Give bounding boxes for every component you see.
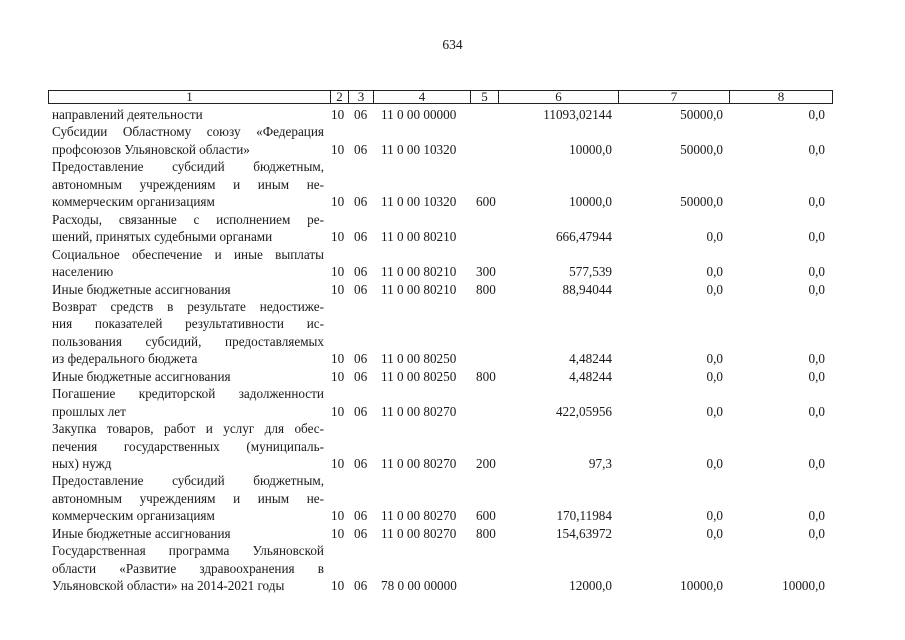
row-col-6: 422,05956 [555, 403, 612, 419]
row-col-8: 0,0 [808, 107, 825, 122]
row-col-6: 577,539 [569, 264, 612, 280]
header-col-7: 7 [619, 91, 730, 103]
row-col-6: 170,11984 [556, 508, 612, 524]
row-col-8: 0,0 [808, 403, 825, 419]
row-col-8: 0,0 [808, 264, 825, 280]
row-description: печения государственных (муниципаль- [52, 438, 324, 454]
row-expense-type: 200 [476, 456, 496, 471]
table-row [0, 228, 905, 245]
row-col-7: 0,0 [706, 525, 723, 541]
row-target-code: 11 0 00 10320 [381, 194, 457, 210]
row-expense-type: 800 [476, 525, 496, 541]
table-row [0, 403, 905, 420]
row-expense-type: 800 [476, 368, 496, 384]
row-col-7: 10000,0 [680, 578, 723, 594]
table-row [0, 577, 905, 594]
table-row [0, 333, 905, 350]
row-target-code: 11 0 00 80270 [381, 403, 457, 419]
row-subsection: 06 [354, 264, 368, 280]
header-col-6: 6 [499, 91, 619, 103]
row-description: ния показателей результативности ис- [52, 316, 324, 332]
table-row [0, 315, 905, 332]
page-number: 634 [442, 37, 463, 52]
row-description: ных) нужд [52, 456, 112, 471]
row-col-7: 0,0 [706, 281, 723, 297]
row-col-8: 0,0 [808, 141, 825, 157]
row-target-code: 11 0 00 80210 [381, 264, 457, 280]
table-row [0, 385, 905, 402]
row-target-code: 78 0 00 00000 [381, 578, 457, 594]
header-col-1: 1 [49, 91, 331, 103]
row-target-code: 11 0 00 80210 [381, 281, 457, 297]
row-target-code: 11 0 00 80250 [381, 368, 457, 384]
row-col-6: 12000,0 [569, 578, 612, 594]
row-description: Иные бюджетные ассигнования [52, 525, 231, 541]
row-subsection: 06 [354, 281, 368, 297]
row-col-7: 50000,0 [680, 107, 723, 122]
row-col-6: 88,94044 [562, 281, 612, 297]
row-subsection: 06 [354, 456, 368, 471]
row-target-code: 11 0 00 80250 [381, 351, 457, 367]
row-section: 10 [331, 194, 345, 210]
row-section: 10 [331, 281, 345, 297]
header-col-2: 2 [331, 91, 349, 103]
row-description: пользования субсидий, предоставляемых [52, 333, 324, 349]
row-target-code: 11 0 00 80270 [381, 508, 457, 524]
header-col-3: 3 [349, 91, 374, 103]
row-subsection: 06 [354, 351, 368, 367]
row-col-6: 10000,0 [569, 141, 612, 157]
row-description: автономным учреждениям и иным не- [52, 490, 324, 506]
table-row [0, 560, 905, 577]
row-col-7: 0,0 [706, 456, 723, 471]
table-row [0, 490, 905, 507]
header-col-4: 4 [374, 91, 471, 103]
row-col-8: 10000,0 [782, 578, 825, 594]
row-description: шений, принятых судебными органами [52, 229, 273, 245]
row-col-8: 0,0 [808, 456, 825, 471]
row-col-8: 0,0 [808, 281, 825, 297]
table-header [48, 90, 833, 104]
row-target-code: 11 0 00 80210 [381, 229, 457, 245]
header-col-5: 5 [471, 91, 499, 103]
row-expense-type: 800 [476, 281, 496, 297]
table-row [0, 158, 905, 175]
row-description: направлений деятельности [52, 107, 203, 122]
table-row [0, 141, 905, 158]
row-description: Возврат средств в результате недостиже- [52, 298, 324, 314]
row-section: 10 [331, 264, 345, 280]
row-col-7: 0,0 [706, 508, 723, 524]
table-row [0, 420, 905, 437]
table-row [0, 368, 905, 385]
table-row [0, 123, 905, 140]
table-row [0, 472, 905, 489]
table-row [0, 176, 905, 193]
row-subsection: 06 [354, 578, 368, 594]
row-col-7: 0,0 [706, 403, 723, 419]
row-col-8: 0,0 [808, 368, 825, 384]
row-subsection: 06 [354, 229, 368, 245]
row-description: Предоставление субсидий бюджетным, [52, 473, 324, 489]
header-col-8: 8 [777, 89, 785, 104]
row-section: 10 [331, 141, 345, 157]
row-section: 10 [331, 403, 345, 419]
row-col-8: 0,0 [808, 194, 825, 210]
row-description: Ульяновской области» на 2014-2021 годы [52, 578, 285, 594]
table-row [0, 350, 905, 367]
row-section: 10 [331, 578, 345, 594]
row-description: Погашение кредиторской задолженности [52, 386, 324, 402]
table-row [0, 507, 905, 524]
row-expense-type: 300 [476, 264, 496, 280]
row-target-code: 11 0 00 00000 [381, 107, 457, 122]
row-subsection: 06 [354, 525, 368, 541]
row-expense-type: 600 [476, 508, 496, 524]
row-subsection: 06 [354, 107, 368, 122]
row-section: 10 [331, 525, 345, 541]
row-section: 10 [331, 107, 345, 122]
row-col-7: 0,0 [706, 264, 723, 280]
row-expense-type: 600 [476, 194, 496, 210]
row-description: профсоюзов Ульяновской области» [52, 141, 250, 157]
row-target-code: 11 0 00 10320 [381, 141, 457, 157]
row-subsection: 06 [354, 141, 368, 157]
row-description: Предоставление субсидий бюджетным, [52, 159, 324, 175]
row-description: автономным учреждениям и иным не- [52, 176, 324, 192]
row-description: коммерческим организациям [52, 194, 215, 210]
table-row [0, 525, 905, 542]
table-row [0, 281, 905, 298]
table-row [0, 542, 905, 559]
row-description: прошлых лет [52, 403, 126, 419]
row-subsection: 06 [354, 508, 368, 524]
row-col-7: 50000,0 [680, 141, 723, 157]
row-col-8: 0,0 [808, 229, 825, 245]
table-row [0, 193, 905, 210]
row-section: 10 [331, 456, 345, 471]
row-target-code: 11 0 00 80270 [381, 525, 457, 541]
row-description: Расходы, связанные с исполнением ре- [52, 211, 324, 227]
table-row [0, 106, 905, 123]
row-col-7: 50000,0 [680, 194, 723, 210]
row-col-6: 666,47944 [555, 229, 612, 245]
row-section: 10 [331, 229, 345, 245]
row-description: Иные бюджетные ассигнования [52, 281, 231, 297]
row-section: 10 [331, 368, 345, 384]
table-row [0, 246, 905, 263]
row-section: 10 [331, 508, 345, 524]
row-description: из федерального бюджета [52, 351, 198, 367]
row-target-code: 11 0 00 80270 [381, 456, 457, 471]
row-col-6: 4,48244 [569, 368, 612, 384]
row-description: населению [52, 264, 114, 280]
row-col-6: 10000,0 [569, 194, 612, 210]
row-col-8: 0,0 [808, 525, 825, 541]
table-row [0, 211, 905, 228]
table-row [0, 263, 905, 280]
row-description: Субсидии Областному союзу «Федерация [52, 124, 324, 140]
row-subsection: 06 [354, 194, 368, 210]
row-col-7: 0,0 [706, 368, 723, 384]
table-row [0, 438, 905, 455]
table-row [0, 455, 905, 472]
table-row [0, 298, 905, 315]
row-description: Государственная программа Ульяновской [52, 543, 324, 559]
row-description: области «Развитие здравоохранения в [52, 560, 324, 576]
row-subsection: 06 [354, 403, 368, 419]
row-description: коммерческим организациям [52, 508, 215, 524]
row-description: Иные бюджетные ассигнования [52, 368, 231, 384]
row-col-8: 0,0 [808, 351, 825, 367]
row-description: Социальное обеспечение и иные выплаты [52, 246, 324, 262]
row-col-6: 4,48244 [569, 351, 612, 367]
row-col-7: 0,0 [706, 351, 723, 367]
row-col-6: 154,63972 [555, 525, 612, 541]
row-description: Закупка товаров, работ и услуг для обес- [52, 421, 324, 437]
row-col-6: 97,3 [588, 456, 612, 471]
row-section: 10 [331, 351, 345, 367]
row-subsection: 06 [354, 368, 368, 384]
row-col-7: 0,0 [706, 229, 723, 245]
row-col-6: 11093,02144 [543, 107, 612, 122]
row-col-8: 0,0 [808, 508, 825, 524]
